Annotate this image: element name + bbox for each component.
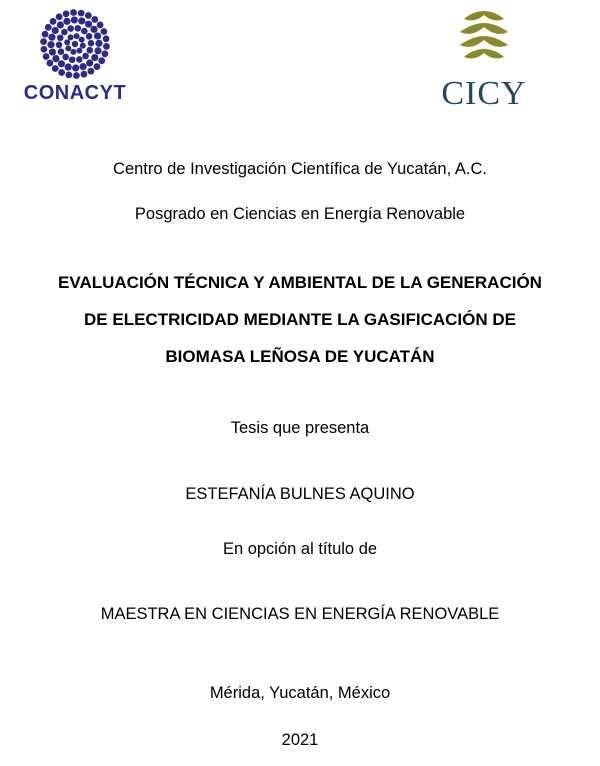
author-name: ESTEFANÍA BULNES AQUINO (185, 485, 415, 503)
conacyt-dot (75, 25, 82, 32)
conacyt-dot (74, 33, 80, 39)
year: 2021 (281, 731, 319, 749)
conacyt-dot (57, 34, 64, 41)
conacyt-dot (90, 26, 97, 33)
conacyt-dot (52, 55, 59, 62)
conacyt-dot (91, 16, 98, 23)
conacyt-dot (62, 54, 69, 61)
conacyt-dot (76, 56, 83, 63)
conacyt-dot (61, 29, 68, 36)
conacyt-dot (50, 18, 57, 25)
conacyt-dot (102, 50, 109, 57)
conacyt-dot (45, 24, 52, 31)
conacyt-dot (47, 60, 54, 67)
program-name: Posgrado en Ciencias en Energía Renovable (134, 205, 466, 223)
institution-name: Centro de Investigación Científica de Yucatán, A.C. (113, 160, 487, 178)
thesis-title-line: DE ELECTRICIDAD MEDIANTE LA GASIFICACIÓN DE (84, 310, 516, 329)
conacyt-dot (79, 37, 85, 43)
conacyt-dot (63, 10, 70, 17)
thesis-title-line: EVALUACIÓN TÉCNICA Y AMBIENTAL DE LA GENERACIÓN (58, 273, 542, 292)
conacyt-dot (85, 21, 92, 28)
conacyt-dot (82, 53, 89, 60)
place: Mérida, Yucatán, México (209, 684, 391, 702)
conacyt-dot (47, 41, 54, 48)
conacyt-dot (70, 49, 76, 55)
conacyt-dot (86, 33, 93, 40)
conacyt-dot (42, 31, 49, 38)
presented-label: Tesis que presenta (230, 419, 370, 437)
conacyt-dot (52, 27, 59, 34)
conacyt-dot (103, 43, 110, 50)
conacyt-dot (69, 56, 76, 63)
conacyt-dot (58, 60, 65, 67)
conacyt-dot (57, 21, 64, 28)
cicy-leaves-icon (454, 9, 514, 71)
degree-option-label: En opción al título de (222, 540, 378, 558)
conacyt-dot (76, 48, 82, 54)
conacyt-dot (43, 53, 50, 60)
conacyt-dot (80, 43, 86, 49)
conacyt-dot (41, 46, 48, 53)
conacyt-logo (20, 9, 130, 105)
conacyt-dot (72, 41, 78, 47)
cicy-wordmark: CICY (441, 75, 527, 112)
conacyt-dot (67, 25, 74, 32)
conacyt-dot (72, 64, 79, 71)
conacyt-dot (86, 47, 93, 54)
conacyt-dot (94, 47, 101, 54)
conacyt-dot (88, 40, 95, 47)
conacyt-dot (85, 12, 92, 19)
conacyt-dot (70, 9, 77, 16)
conacyt-dot (65, 72, 72, 79)
conacyt-dot (94, 32, 101, 39)
conacyt-dot (81, 28, 88, 35)
conacyt-wordmark: CONACYT (23, 82, 127, 104)
degree-name: MAESTRA EN CIENCIAS EN ENERGÍA RENOVABLE (100, 605, 500, 623)
thesis-title-line: BIOMASA LEÑOSA DE YUCATÁN (165, 347, 435, 366)
conacyt-dots-icon (40, 9, 110, 79)
conacyt-dot (56, 13, 63, 20)
conacyt-dot (97, 22, 104, 29)
conacyt-dot (78, 10, 85, 17)
conacyt-dot (91, 54, 98, 61)
conacyt-dot (101, 28, 108, 35)
conacyt-dot (94, 63, 101, 70)
conacyt-dot (48, 34, 55, 41)
conacyt-dot (63, 18, 70, 25)
conacyt-dot (86, 59, 93, 66)
conacyt-dot (71, 16, 78, 23)
conacyt-dot (79, 63, 86, 70)
thesis-title (0, 264, 600, 375)
conacyt-dot (103, 35, 110, 42)
conacyt-dot (68, 34, 74, 40)
conacyt-dot (95, 40, 102, 47)
conacyt-dot (52, 65, 59, 72)
conacyt-dot (56, 41, 63, 48)
conacyt-dot (58, 69, 65, 76)
conacyt-dot (58, 48, 65, 55)
conacyt-dot (64, 39, 70, 45)
conacyt-dot (73, 72, 80, 79)
conacyt-dot (88, 68, 95, 75)
conacyt-dot (65, 63, 72, 70)
conacyt-dot (98, 57, 105, 64)
cicy-logo (436, 9, 532, 112)
conacyt-dot (40, 38, 47, 45)
conacyt-dot (78, 17, 85, 24)
conacyt-dot (65, 45, 71, 51)
conacyt-dot (49, 48, 56, 55)
conacyt-dot (81, 71, 88, 78)
